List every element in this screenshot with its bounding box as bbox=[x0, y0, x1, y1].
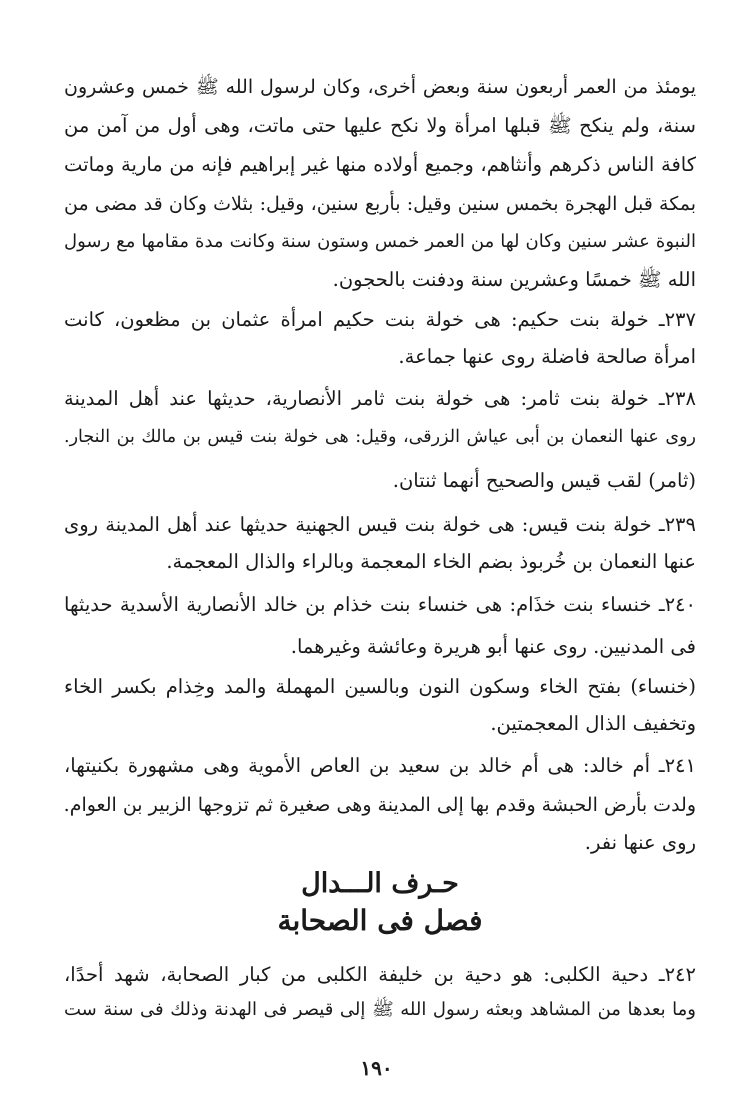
entry-242-line: وما بعدها من المشاهد وبعثه رسول الله ﷺ إلى قيصر فى الهدنة وذلك فى سنة ست bbox=[64, 999, 696, 1020]
entry-241-line: روى عنها نفر. bbox=[584, 831, 696, 854]
text-line: سنة، ولم ينكح ﷺ قبلها امرأة ولا نكح عليها حتى ماتت، وهى أول من آمن من bbox=[64, 114, 696, 137]
entry-239-line: ٢٣٩ـ خولة بنت قيس: هى خولة بنت قيس الجهنية حديثها عند أهل المدينة روى bbox=[64, 513, 696, 536]
entry-237-line: ٢٣٧ـ خولة بنت حكيم: هى خولة بنت حكيم امرأة عثمان بن مظعون، كانت bbox=[64, 308, 696, 331]
entry-238-line: ٢٣٨ـ خولة بنت ثامر: هى خولة بنت ثامر الأنصارية، حديثها عند أهل المدينة bbox=[64, 387, 696, 410]
text-line: يومئذ من العمر أربعون سنة وبعض أخرى، وكان لرسول الله ﷺ خمس وعشرون bbox=[64, 76, 696, 98]
entry-239-line: عنها النعمان بن خُربوذ بضم الخاء المعجمة وبالراء والذال المعجمة. bbox=[166, 550, 696, 573]
entry-238-line: روى عنها النعمان بن أبى عياش الزرقى، وقيل: هى خولة بنت قيس بن مالك بن النجار. bbox=[64, 427, 696, 447]
entry-241-line: ٢٤١ـ أم خالد: هى أم خالد بن سعيد بن العاص الأموية وهى مشهورة بكنيتها، bbox=[64, 754, 696, 777]
text-line: الله ﷺ خمسًا وعشرين سنة ودفنت بالحجون. bbox=[332, 268, 696, 291]
text-line: النبوة عشر سنين وكان لها من العمر خمس وستون سنة وكانت مدة مقامها مع رسول bbox=[64, 231, 696, 252]
letter-heading: حـرف الـــدال bbox=[301, 868, 459, 899]
entry-240-note: (خنساء) بفتح الخاء وسكون النون وبالسين المهملة والمد وخِذام بكسر الخاء bbox=[64, 675, 696, 698]
entry-240-note: وتخفيف الذال المعجمتين. bbox=[490, 712, 696, 735]
entry-240-line: فى المدنيين. روى عنها أبو هريرة وعائشة وغيرهما. bbox=[290, 635, 696, 658]
entry-240-line: ٢٤٠ـ خنساء بنت خذَام: هى خنساء بنت خذام بن خالد الأنصارية الأسدية حديثها bbox=[64, 593, 696, 616]
entry-242-line: ٢٤٢ـ دحية الكلبى: هو دحية بن خليفة الكلبى من كبار الصحابة، شهد أحدًا، bbox=[64, 963, 696, 986]
section-heading: فصل فى الصحابة bbox=[277, 904, 483, 937]
page-number: ١٩٠ bbox=[360, 1056, 393, 1080]
entry-237-line: امرأة صالحة فاضلة روى عنها جماعة. bbox=[398, 345, 696, 368]
entry-241-line: ولدت بأرض الحبشة وقدم بها إلى المدينة وهى صغيرة ثم تزوجها الزبير بن العوام. bbox=[64, 794, 696, 816]
entry-238-note: (ثامر) لقب قيس والصحيح أنهما ثنتان. bbox=[392, 469, 696, 492]
text-line: بمكة قبل الهجرة بخمس سنين وقيل: بأربع سنين، وقيل: بثلاث وكان قد مضى من bbox=[64, 193, 696, 215]
text-line: كافة الناس ذكرهم وأنثاهم، وجميع أولاده منها غير إبراهيم فإنه من مارية وماتت bbox=[64, 153, 696, 176]
